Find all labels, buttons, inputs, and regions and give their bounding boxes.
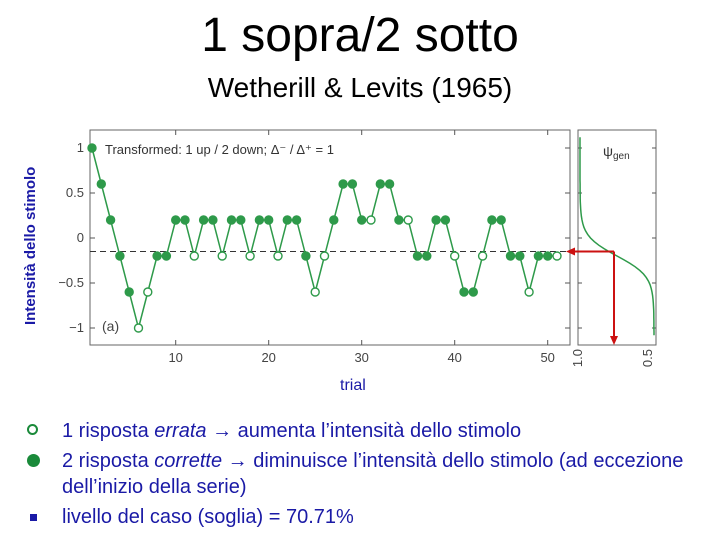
- correct-response-point: [228, 216, 236, 224]
- error-response-point: [311, 288, 319, 296]
- correct-response-point: [237, 216, 245, 224]
- error-response-point: [479, 252, 487, 260]
- y-tick-label: 0: [76, 230, 84, 245]
- correct-response-point: [507, 252, 515, 260]
- bullet-item-threshold: [24, 504, 714, 530]
- correct-response-point: [172, 216, 180, 224]
- correct-response-point: [395, 216, 403, 224]
- correct-response-point: [376, 180, 384, 188]
- correct-response-point: [293, 216, 301, 224]
- slide-title: 1 sopra/2 sotto: [201, 9, 519, 62]
- x-tick-label: 20: [261, 350, 276, 365]
- correct-response-point: [330, 216, 338, 224]
- correct-response-point: [544, 252, 552, 260]
- correct-response-point: [423, 252, 431, 260]
- correct-response-point: [358, 216, 366, 224]
- bullet-list: [24, 418, 714, 534]
- correct-response-point: [348, 180, 356, 188]
- correct-response-point: [265, 216, 273, 224]
- x-tick-label: 50: [540, 350, 555, 365]
- correct-response-point: [209, 216, 217, 224]
- error-response-point: [525, 288, 533, 296]
- rule-annotation: Transformed: 1 up / 2 down; Δ⁻ / Δ⁺ = 1: [105, 142, 334, 157]
- correct-response-point: [488, 216, 496, 224]
- correct-response-point: [162, 252, 170, 260]
- bullet-item-error: [24, 418, 714, 444]
- main-plot-panel: [58, 130, 570, 365]
- correct-response-point: [107, 216, 115, 224]
- correct-response-point: [200, 216, 208, 224]
- x-tick-label: 30: [354, 350, 369, 365]
- bullet-text: 2 risposta corrette → diminuisce l’intensità dello stimolo (ad eccezione dell’inizio della serie): [62, 450, 684, 498]
- error-response-point: [274, 252, 282, 260]
- y-tick-label: 1: [76, 140, 84, 155]
- error-response-point: [404, 216, 412, 224]
- slide-subtitle: Wetherill & Levits (1965): [207, 72, 513, 103]
- correct-response-point: [153, 252, 161, 260]
- correct-response-point: [97, 180, 105, 188]
- correct-response-point: [125, 288, 133, 296]
- correct-response-point: [386, 180, 394, 188]
- correct-response-point: [497, 216, 505, 224]
- psi-subscript: gen: [612, 151, 630, 162]
- bullet-item-correct: [24, 448, 714, 500]
- correct-response-point: [88, 144, 96, 152]
- error-response-point: [218, 252, 226, 260]
- correct-response-point: [432, 216, 440, 224]
- error-response-point: [190, 252, 198, 260]
- square-bullet-icon: [24, 506, 44, 528]
- correct-response-point: [460, 288, 468, 296]
- correct-response-point: [283, 216, 291, 224]
- correct-response-point: [414, 252, 422, 260]
- error-response-point: [135, 324, 143, 332]
- correct-response-point: [516, 252, 524, 260]
- y-tick-label: −1: [69, 320, 84, 335]
- x-tick-label: 10: [168, 350, 183, 365]
- correct-response-point: [534, 252, 542, 260]
- error-response-point: [367, 216, 375, 224]
- correct-response-point: [469, 288, 477, 296]
- filled-circle-icon: [24, 450, 44, 472]
- error-response-point: [144, 288, 152, 296]
- psy-tick-label: 1.0: [570, 349, 585, 368]
- psychometric-panel: [566, 130, 656, 367]
- bullet-text: 1 risposta errata → aumenta l’intensità dello stimolo: [62, 420, 522, 442]
- error-response-point: [246, 252, 254, 260]
- correct-response-point: [116, 252, 124, 260]
- y-tick-label: 0.5: [65, 185, 84, 200]
- correct-response-point: [302, 252, 310, 260]
- error-response-point: [553, 252, 561, 260]
- correct-response-point: [255, 216, 263, 224]
- bullet-text: livello del caso (soglia) = 70.71%: [62, 506, 354, 528]
- error-response-point: [321, 252, 329, 260]
- panel-label: (a): [102, 318, 120, 334]
- error-response-point: [451, 252, 459, 260]
- open-circle-icon: [24, 420, 44, 442]
- correct-response-point: [441, 216, 449, 224]
- x-tick-label: 40: [447, 350, 462, 365]
- correct-response-point: [339, 180, 347, 188]
- psy-tick-label: 0.5: [640, 349, 655, 368]
- y-axis-label: Intensità dello stimolo: [22, 166, 39, 325]
- correct-response-point: [181, 216, 189, 224]
- psi-gen-label: $\psi_{gen}$: [603, 143, 630, 162]
- x-axis-label: trial: [340, 377, 366, 394]
- y-tick-label: −0.5: [58, 275, 84, 290]
